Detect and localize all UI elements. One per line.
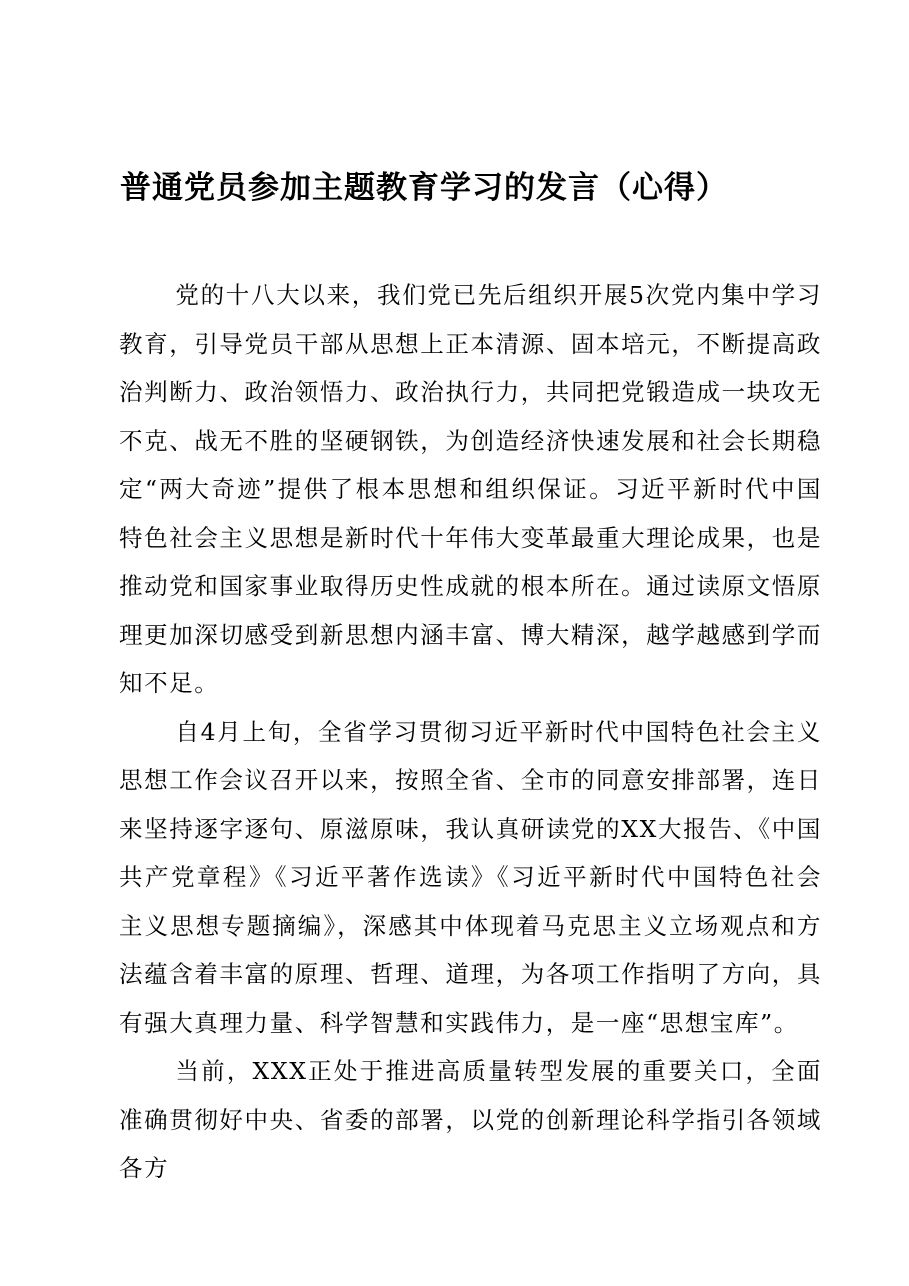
paragraph-1: 党的十八大以来，我们党已先后组织开展5次党内集中学习教育，引导党员干部从思想上正本清源、固本培元，不断提高政治判断力、政治领悟力、政治执行力，共同把党锻造成一块攻无不克、战无不胜的坚硬钢铁，为创造经济快速发展和社会长期稳定“两大奇迹”提供了根本思想和组织保证。习近平新时代中国特色社会主义思想是新时代十年伟大变革最重大理论成果，也是推动党和国家事业取得历史性成就的根本所在。通过读原文悟原理更加深切感受到新思想内涵丰富、博大精深，越学越感到学而知不足。	[119, 281, 822, 697]
paragraph-3: 当前，XXX正处于推进高质量转型发展的重要关口，全面准确贯彻好中央、省委的部署，以党的创新理论科学指引各领域各方	[119, 1057, 822, 1182]
paragraph-2: 自4月上旬，全省学习贯彻习近平新时代中国特色社会主义思想工作会议召开以来，按照全省、全市的同意安排部署，连日来坚持逐字逐句、原滋原味，我认真研读党的XX大报告、《中国共产党章程》《习近平著作选读》《习近平新时代中国特色社会主义思想专题摘编》，深感其中体现着马克思主义立场观点和方法蕴含着丰富的原理、哲理、道理，为各项工作指明了方向，具有强大真理力量、科学智慧和实践伟力，是一座“思想宝库”。	[119, 717, 822, 1037]
document-body	[119, 271, 822, 1193]
document-title: 普通党员参加主题教育学习的发言（心得）	[120, 170, 728, 206]
